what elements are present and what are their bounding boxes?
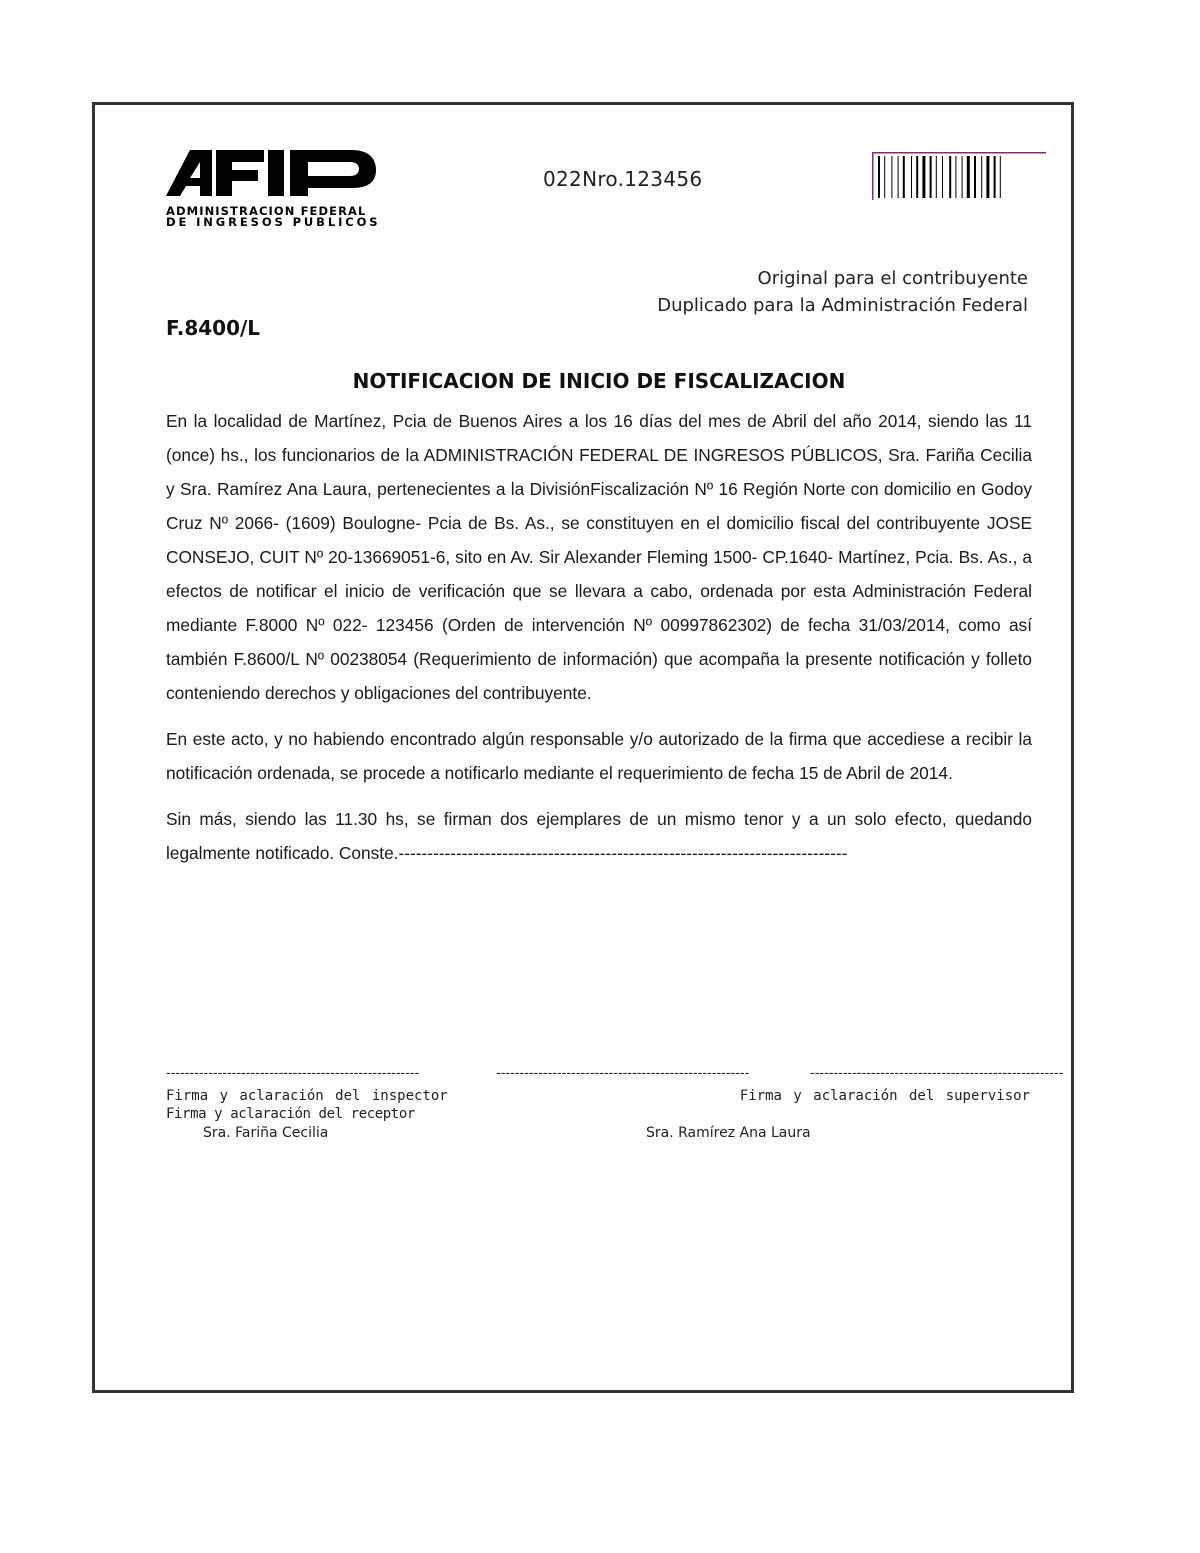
barcode-bar (981, 156, 982, 198)
copy-original-text: Original para el contribuyente (757, 268, 1028, 289)
barcode-bar (898, 156, 899, 198)
supervisor-name: Sra. Ramírez Ana Laura (646, 1125, 811, 1141)
document-number: 022Nro.123456 (543, 167, 703, 191)
body-paragraph: En este acto, y no habiendo encontrado algún responsable y/o autorizado de la firma que accediese a recibir la notificación ordenada, se procede a notificarlo mediante el requerimiento de fecha 15 de Abril de 2014. (166, 729, 1032, 783)
signature-line-inspector: ------------------------------------------------------ (166, 1066, 420, 1081)
form-code: F.8400/L (166, 316, 261, 340)
logo-text-line1: ADMINISTRACION FEDERAL (166, 204, 367, 218)
barcode-bar (967, 156, 970, 198)
barcode-bar (986, 156, 989, 198)
barcode-bar (942, 156, 943, 198)
supervisor-signature-label: Firma y aclaración del supervisor (739, 1088, 1030, 1104)
barcode-icon (872, 152, 1046, 200)
body-paragraph: En la localidad de Martínez, Pcia de Buenos Aires a los 16 días del mes de Abril del año 2014, siendo las 11 (once) hs., los funcionarios de la ADMINISTRACIÓN FEDERAL DE INGRESOS PÚBLICOS, Sra. Fariña Cecilia y Sra. Ramírez Ana Laura, pertenecientes a la DivisiónFiscalización Nº 16 Región Norte con domicilio en Godoy Cruz Nº 2066- (1609) Boulogne- Pcia de Bs. As., se constituyen en el domicilio fiscal del contribuyente JOSE CONSEJO, CUIT Nº 20-13669051-6, sito en Av. Sir Alexander Fleming 1500- CP.1640- Martínez, Pcia. Bs. As., a efectos de notificar el inicio de verificación que se llevara a cabo, ordenada por esta Administración Federal mediante F.8000 Nº 022- 123456 (Orden de intervención Nº 00997862302) de fecha 31/03/2014, como así también F.8600/L Nº 00238054 (Requerimiento de información) que acompaña la presente notificación y folleto conteniendo derechos y obligaciones del contribuyente. (166, 411, 1032, 703)
logo-text-line2: DE INGRESOS PUBLICOS (166, 215, 381, 229)
afip-logo (166, 148, 381, 230)
barcode-bar (916, 156, 918, 198)
barcode-bar (891, 156, 892, 198)
barcode-bar (903, 156, 905, 198)
document-title: NOTIFICACION DE INICIO DE FISCALIZACION (352, 369, 846, 393)
barcode-bar (962, 156, 963, 198)
inspector-signature-label: Firma y aclaración del inspector (166, 1088, 448, 1104)
copy-duplicate-text: Duplicado para la Administración Federal (657, 295, 1028, 316)
signature-line-supervisor: ------------------------------------------------------ (810, 1066, 1064, 1081)
signature-line-receptor: ------------------------------------------------------ (496, 1066, 750, 1081)
barcode-bar (974, 156, 976, 198)
barcode-bar (878, 156, 880, 198)
barcode-bar (936, 156, 937, 198)
barcode-bar (955, 156, 956, 198)
body-paragraph: Sin más, siendo las 11.30 hs, se firman dos ejemplares de un mismo tenor y a un solo efecto, quedando legalmente notificado. Conste.------------------------------------------------------------------------------ (166, 809, 1032, 863)
document-body (166, 404, 1032, 882)
barcode-bar (994, 156, 996, 198)
barcode-bar (911, 156, 912, 198)
barcode-bar (922, 156, 925, 198)
barcode-bar (949, 156, 951, 198)
afip-logo-icon (166, 148, 378, 204)
inspector-name: Sra. Fariña Cecilia (203, 1125, 329, 1141)
copy-destination-block (657, 265, 1028, 319)
barcode-bar (1000, 156, 1001, 198)
receptor-signature-label: Firma y aclaración del receptor (166, 1106, 415, 1122)
barcode-bar (930, 156, 932, 198)
barcode-bar (884, 156, 885, 198)
